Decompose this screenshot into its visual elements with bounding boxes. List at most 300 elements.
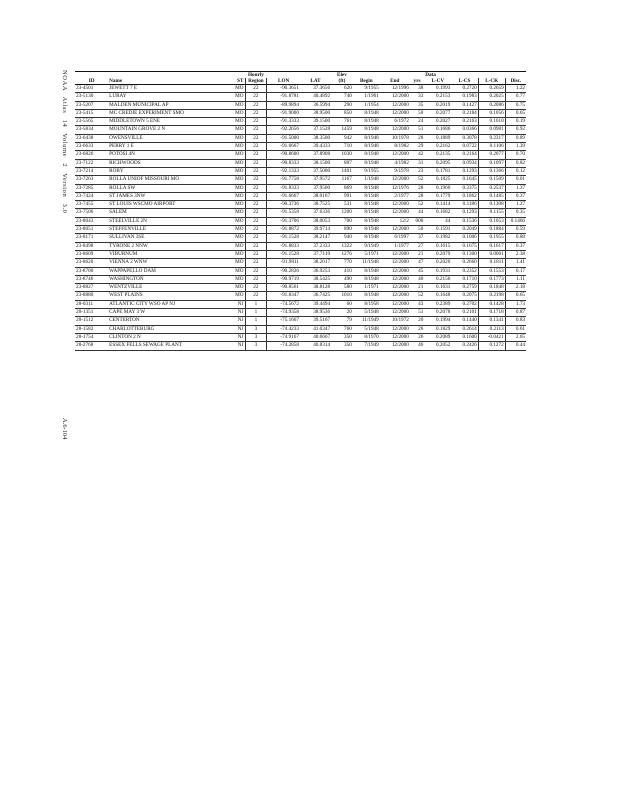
header-id: ID — [75, 78, 108, 85]
cell-id: 23-8171 — [75, 234, 108, 242]
cell-id: 23-8827 — [75, 284, 108, 292]
cell-disc: 2.18 — [505, 284, 526, 292]
cell-lcs: 0.2759 — [451, 284, 478, 292]
cell-lcv: 0.1615 — [424, 242, 451, 250]
cell-end: 12/2000 — [380, 300, 410, 308]
cell-lon: -92.2656 — [267, 126, 300, 134]
cell-lon: -74.2858 — [267, 342, 300, 350]
cell-lck: 0.1272 — [478, 342, 505, 350]
cell-lcs: 0.0934 — [451, 159, 478, 167]
cell-begin: 1/1954 — [353, 101, 380, 109]
cell-lcs: 0.2352 — [451, 267, 478, 275]
cell-yrs: 51 — [410, 126, 425, 134]
cell-lat: 37.9500 — [300, 184, 331, 192]
cell-id: 23-7506 — [75, 209, 108, 217]
cell-lat: 38.8128 — [300, 284, 331, 292]
cell-st: NJ — [233, 342, 245, 350]
cell-lck: -0.0421 — [478, 333, 505, 341]
cell-name: ST LOUIS WSCMO AIRPORT — [108, 201, 232, 209]
cell-end: 12/2000 — [380, 209, 410, 217]
cell-lcv: 0.2389 — [424, 300, 451, 308]
cell-id: 23-7285 — [75, 184, 108, 192]
cell-begin: 8/1948 — [353, 267, 380, 275]
cell-end: 2/1977 — [380, 192, 410, 200]
cell-begin: 8/1958 — [353, 300, 380, 308]
cell-lck: 0.1884 — [478, 226, 505, 234]
cell-begin: 8/1948 — [353, 234, 380, 242]
cell-end: 12/1976 — [380, 184, 410, 192]
cell-lcv: 0.2077 — [424, 109, 451, 117]
cell-lat: 37.5000 — [300, 167, 331, 175]
cell-lck: 0.1155 — [478, 209, 505, 217]
header-st: ST — [233, 78, 245, 85]
cell-lck: 0.0981 — [478, 126, 505, 134]
cell-name: STEELVILLE 2N — [108, 217, 232, 225]
cell-name: WASHINGTON — [108, 275, 232, 283]
cell-lcv: 0.1414 — [424, 201, 451, 209]
cell-lat: 37.7119 — [300, 250, 331, 258]
cell-elev: 850 — [331, 109, 353, 117]
cell-lat: 38.9536 — [300, 309, 331, 317]
cell-lat: 37.1528 — [300, 126, 331, 134]
cell-lat: 40.4892 — [300, 93, 331, 101]
cell-lck: 0.1056 — [478, 109, 505, 117]
header-lcv: L-CV — [424, 78, 451, 85]
cell-begin: 1/1961 — [353, 93, 380, 101]
cell-st: MO — [233, 242, 245, 250]
cell-end: 12/2000 — [380, 93, 410, 101]
cell-lon: -91.6667 — [267, 143, 300, 151]
cell-name: RICHWOODS — [108, 159, 232, 167]
cell-begin: 1/1971 — [353, 284, 380, 292]
cell-region: 22 — [245, 217, 267, 225]
cell-lck: 0.2659 — [478, 85, 505, 93]
cell-lat: 39.9714 — [300, 226, 331, 234]
cell-begin: 9/1955 — [353, 85, 380, 93]
cell-end: 12/2000 — [380, 259, 410, 267]
cell-lck: 0.2025 — [478, 93, 505, 101]
cell-id: 23-8498 — [75, 242, 108, 250]
table-row — [75, 226, 526, 234]
cell-lon: -91.8872 — [267, 226, 300, 234]
cell-lck: 0.2198 — [478, 292, 505, 300]
table-row — [75, 342, 526, 350]
cell-lcv: 0.1889 — [424, 134, 451, 142]
header-lon: LON — [267, 78, 300, 85]
header-lck: L-CK — [478, 78, 505, 85]
cell-end: 12/2000 — [380, 342, 410, 350]
cell-name: WEST PLAINS — [108, 292, 232, 300]
cell-region: 22 — [245, 126, 267, 134]
cell-lat: 36.7425 — [300, 292, 331, 300]
header-yrs: yrs — [410, 78, 425, 85]
cell-yrs: 50 — [410, 109, 425, 117]
cell-lcs: 0.0366 — [451, 126, 478, 134]
cell-name: MIDDLETOWN 5 ENE — [108, 118, 232, 126]
table-row — [75, 292, 526, 300]
cell-lcv: 0.1779 — [424, 192, 451, 200]
cell-elev: 710 — [331, 143, 353, 151]
cell-lcs: 0.1600 — [451, 333, 478, 341]
cell-lat: 36.9253 — [300, 267, 331, 275]
cell-lcs: 0.1536 — [451, 217, 478, 225]
cell-disc: 0.59 — [505, 226, 526, 234]
cell-lat: 38.0053 — [300, 217, 331, 225]
cell-end: 12/2000 — [380, 109, 410, 117]
cell-begin: 8/1948 — [353, 134, 380, 142]
cell-lon: -91.8833 — [267, 242, 300, 250]
cell-lck: 0.1106 — [478, 143, 505, 151]
cell-id: 23-6633 — [75, 143, 108, 151]
cell-lck: 0.1509 — [478, 176, 505, 184]
cell-yrs: 43 — [410, 300, 425, 308]
cell-id: 23-7263 — [75, 176, 108, 184]
cell-region: 3 — [245, 325, 267, 333]
table-row — [75, 317, 526, 325]
cell-elev: 761 — [331, 118, 353, 126]
cell-lon: -91.7758 — [267, 176, 300, 184]
cell-disc: 1.27 — [505, 201, 526, 209]
cell-region: 22 — [245, 250, 267, 258]
cell-lcs: 0.2075 — [451, 292, 478, 300]
cell-begin: 5/1948 — [353, 325, 380, 333]
cell-name: CHARLOTTEBURG — [108, 325, 232, 333]
cell-elev: 869 — [331, 184, 353, 192]
cell-disc: 0.82 — [505, 159, 526, 167]
cell-lon: -91.3333 — [267, 118, 300, 126]
cell-st: MO — [233, 143, 245, 151]
cell-lat: 37.8908 — [300, 151, 331, 159]
cell-lck: 0.1848 — [478, 284, 505, 292]
cell-disc: 2.38 — [505, 250, 526, 258]
cell-elev: 1010 — [331, 292, 353, 300]
cell-st: MO — [233, 226, 245, 234]
cell-disc: 0.88 — [505, 234, 526, 242]
cell-st: MO — [233, 159, 245, 167]
cell-yrs: 52 — [410, 176, 425, 184]
cell-lcs: 0.2164 — [451, 151, 478, 159]
cell-yrs: 28 — [410, 192, 425, 200]
cell-end: 12/1996 — [380, 85, 410, 93]
cell-end: 12/2000 — [380, 176, 410, 184]
cell-disc: 1.39 — [505, 143, 526, 151]
cell-yrs: 40 — [410, 275, 425, 283]
cell-lat: 38.0167 — [300, 192, 331, 200]
cell-begin: 7/1949 — [353, 342, 380, 350]
cell-begin: 8/1948 — [353, 151, 380, 159]
cell-lcs: 0.2163 — [451, 118, 478, 126]
cell-lck: 0.1553 — [478, 267, 505, 275]
cell-lcv: 0.1994 — [424, 317, 451, 325]
cell-begin: 8/1970 — [353, 333, 380, 341]
cell-elev: 290 — [331, 101, 353, 109]
cell-name: PERRY 1 E — [108, 143, 232, 151]
cell-lck: 0.1097 — [478, 159, 505, 167]
cell-begin: 8/1948 — [353, 209, 380, 217]
cell-lcs: 0.1675 — [451, 242, 478, 250]
cell-lcv: 0.1686 — [424, 126, 451, 134]
header-elev: Elev — [331, 72, 353, 79]
cell-id: 23-5565 — [75, 118, 108, 126]
cell-elev: 531 — [331, 201, 353, 209]
cell-lcs: 0.2660 — [451, 259, 478, 267]
cell-yrs: 51 — [410, 309, 425, 317]
cell-yrs: 42 — [410, 151, 425, 159]
cell-name: STEFFENVILLE — [108, 226, 232, 234]
cell-begin: 5/1948 — [353, 309, 380, 317]
cell-yrs: 52 — [410, 201, 425, 209]
cell-id: 23-7424 — [75, 192, 108, 200]
table-row — [75, 143, 526, 151]
cell-elev: 620 — [331, 85, 353, 93]
cell-lcv: 0.1960 — [424, 184, 451, 192]
cell-st: MO — [233, 292, 245, 300]
cell-disc: 0.65 — [505, 292, 526, 300]
cell-end: 12/2000 — [380, 126, 410, 134]
cell-name: CLINTON 2 N — [108, 333, 232, 341]
cell-name: MC CREDIE EXPERIMENT SMO — [108, 109, 232, 117]
cell-lon: -92.1333 — [267, 167, 300, 175]
cell-id: 28-2768 — [75, 342, 108, 350]
cell-end: 12/2000 — [380, 275, 410, 283]
cell-yrs: 28 — [410, 134, 425, 142]
cell-st: MO — [233, 85, 245, 93]
cell-region: 22 — [245, 267, 267, 275]
table-row — [75, 284, 526, 292]
cell-elev: 79 — [331, 317, 353, 325]
cell-lcv: 0.2052 — [424, 342, 451, 350]
header-name: Name — [108, 78, 232, 85]
cell-lcs: 0.1427 — [451, 101, 478, 109]
cell-end: 12/2000 — [380, 325, 410, 333]
cell-lon: -91.3706 — [267, 217, 300, 225]
header-lat: LAT — [300, 78, 331, 85]
header-disc: Disc. — [505, 78, 526, 85]
table-row — [75, 201, 526, 209]
cell-yrs: 26 — [410, 325, 425, 333]
cell-lon: -74.9167 — [267, 333, 300, 341]
cell-lcv: 0.1781 — [424, 167, 451, 175]
cell-lon: -74.9358 — [267, 309, 300, 317]
cell-name: ROLLA UNIOF MISSOURI MO — [108, 176, 232, 184]
cell-elev: 770 — [331, 259, 353, 267]
cell-disc: 0.01 — [505, 176, 526, 184]
cell-disc: 0.61 — [505, 325, 526, 333]
side-footer — [52, 418, 68, 458]
cell-lck: 0.1485 — [478, 192, 505, 200]
cell-lcs: 0.0722 — [451, 143, 478, 151]
cell-lat: 37.9572 — [300, 176, 331, 184]
header-region: Region — [245, 78, 267, 85]
cell-id: 28-0311 — [75, 300, 108, 308]
cell-lon: -90.3651 — [267, 85, 300, 93]
cell-yrs: 38 — [410, 85, 425, 93]
cell-disc: 0.77 — [505, 93, 526, 101]
cell-name: JEWETT 7 E — [108, 85, 232, 93]
cell-name: TYRONE 2 NNW — [108, 242, 232, 250]
cell-lon: -90.8561 — [267, 284, 300, 292]
cell-region: 3 — [245, 342, 267, 350]
cell-elev: 940 — [331, 234, 353, 242]
cell-id: 23-8746 — [75, 275, 108, 283]
cell-yrs: 35 — [410, 101, 425, 109]
cell-st: MO — [233, 126, 245, 134]
station-table — [75, 71, 526, 351]
cell-elev: 20 — [331, 309, 353, 317]
cell-disc: 0.83 — [505, 317, 526, 325]
cell-id: 23-7455 — [75, 201, 108, 209]
cell-st: MO — [233, 184, 245, 192]
cell-region: 22 — [245, 134, 267, 142]
cell-id: 23-5130 — [75, 93, 108, 101]
cell-lcs: 0.1186 — [451, 201, 478, 209]
cell-end: 4/1982 — [380, 159, 410, 167]
cell-lcv: 0.2019 — [424, 101, 451, 109]
cell-lcv: 0.2020 — [424, 259, 451, 267]
cell-begin: 8/1948 — [353, 184, 380, 192]
cell-id: 23-8620 — [75, 259, 108, 267]
cell-end: 9/1978 — [380, 167, 410, 175]
table-row — [75, 275, 526, 283]
cell-name: ATLANTIC CITY WSO AP NJ — [108, 300, 232, 308]
cell-end: 12/2000 — [380, 101, 410, 109]
cell-st: MO — [233, 259, 245, 267]
cell-st: MO — [233, 176, 245, 184]
cell-lon: -91.8333 — [267, 184, 300, 192]
cell-elev: 1459 — [331, 126, 353, 134]
cell-lcv: 0.1682 — [424, 209, 451, 217]
header-ft: (ft) — [331, 78, 353, 85]
cell-lcs: 0.1293 — [451, 167, 478, 175]
cell-lcv: 0.1591 — [424, 226, 451, 234]
cell-yrs: 44 — [410, 209, 425, 217]
cell-st: MO — [233, 109, 245, 117]
cell-st: MO — [233, 192, 245, 200]
cell-name: LURAY — [108, 93, 232, 101]
cell-disc: 0.37 — [505, 242, 526, 250]
cell-lcs: 0.2426 — [451, 342, 478, 350]
table-row — [75, 167, 526, 175]
cell-name: WENTZVILLE — [108, 284, 232, 292]
cell-lon: -74.4233 — [267, 325, 300, 333]
cell-lck: 0.0001 — [478, 250, 505, 258]
cell-yrs: 46 — [410, 342, 425, 350]
cell-lcv: 0.1982 — [424, 234, 451, 242]
cell-lcv: 0.2079 — [424, 250, 451, 258]
cell-lat: 41.0347 — [300, 325, 331, 333]
cell-end: 12/2000 — [380, 309, 410, 317]
cell-lon: -91.9811 — [267, 259, 300, 267]
cell-lcv: 0.1829 — [424, 325, 451, 333]
cell-lat: 38.2147 — [300, 234, 331, 242]
cell-id: 23-8043 — [75, 217, 108, 225]
cell-yrs: 52 — [410, 292, 425, 300]
cell-begin: 8/1948 — [353, 275, 380, 283]
cell-lcv: 0.2135 — [424, 151, 451, 159]
cell-lck: 0.1811 — [478, 259, 505, 267]
cell-id: 23-5834 — [75, 126, 108, 134]
cell-lcs: 0.2702 — [451, 300, 478, 308]
cell-region: 22 — [245, 93, 267, 101]
cell-yrs: 20 — [410, 317, 425, 325]
cell-region: 22 — [245, 209, 267, 217]
cell-st: MO — [233, 275, 245, 283]
table-row — [75, 209, 526, 217]
cell-region: 22 — [245, 201, 267, 209]
cell-disc: 0.92 — [505, 126, 526, 134]
cell-begin: 8/1948 — [353, 217, 380, 225]
cell-st: MO — [233, 167, 245, 175]
cell-region: 1 — [245, 317, 267, 325]
cell-name: POTOSI 4N — [108, 151, 232, 159]
cell-lcs: 0.1645 — [451, 176, 478, 184]
cell-region: 1 — [245, 309, 267, 317]
cell-id: 23-5415 — [75, 109, 108, 117]
cell-name: SALEM — [108, 209, 232, 217]
cell-yrs: 31 — [410, 159, 425, 167]
cell-begin: 8/1948 — [353, 226, 380, 234]
cell-lck: 0.2537 — [478, 184, 505, 192]
cell-lat: 38.2017 — [300, 259, 331, 267]
table-row — [75, 159, 526, 167]
cell-lat: 38.7525 — [300, 201, 331, 209]
cell-yrs: 21 — [410, 284, 425, 292]
cell-elev: 991 — [331, 192, 353, 200]
cell-lck: 0.1366 — [478, 167, 505, 175]
cell-disc: 0.87 — [505, 309, 526, 317]
header-hourly: Hourly — [245, 72, 267, 79]
cell-yrs: 37 — [410, 234, 425, 242]
cell-begin: 9/1955 — [353, 167, 380, 175]
cell-lcs: 0.1862 — [451, 192, 478, 200]
cell-st: MO — [233, 101, 245, 109]
cell-begin: 8/1948 — [353, 201, 380, 209]
cell-elev: 740 — [331, 93, 353, 101]
table-row — [75, 325, 526, 333]
station-table-body — [75, 85, 526, 351]
cell-name: OWENSVILLE — [108, 134, 232, 142]
cell-yrs: 45 — [410, 267, 425, 275]
cell-begin: 8/1948 — [353, 143, 380, 151]
cell-id: 28-1351 — [75, 309, 108, 317]
cell-end: 12/2000 — [380, 201, 410, 209]
cell-disc: 1.37 — [505, 184, 526, 192]
cell-elev: 1276 — [331, 250, 353, 258]
cell-begin: 8/1948 — [353, 159, 380, 167]
cell-lat: 37.2333 — [300, 242, 331, 250]
cell-elev: 580 — [331, 284, 353, 292]
cell-lon: -91.8347 — [267, 292, 300, 300]
cell-lck: 0.1955 — [478, 234, 505, 242]
cell-lcs: 0.1710 — [451, 275, 478, 283]
cell-st: MO — [233, 93, 245, 101]
cell-end: 1/1977 — [380, 242, 410, 250]
cell-lcs: 0.1440 — [451, 317, 478, 325]
cell-end: 12/2000 — [380, 292, 410, 300]
cell-end: 6/1972 — [380, 118, 410, 126]
cell-name: WAPPAPELLO DAM — [108, 267, 232, 275]
cell-lat: 36.5994 — [300, 101, 331, 109]
cell-region: 22 — [245, 284, 267, 292]
cell-id: 23-4501 — [75, 85, 108, 93]
cell-lcs: 0.3078 — [451, 134, 478, 142]
header-lcs: L-CS — [451, 78, 478, 85]
cell-lon: -91.9000 — [267, 109, 300, 117]
cell-begin: 8/1948 — [353, 109, 380, 117]
cell-begin: 8/1948 — [353, 126, 380, 134]
cell-disc: 0.70 — [505, 151, 526, 159]
cell-end: 12/2 — [380, 217, 410, 225]
